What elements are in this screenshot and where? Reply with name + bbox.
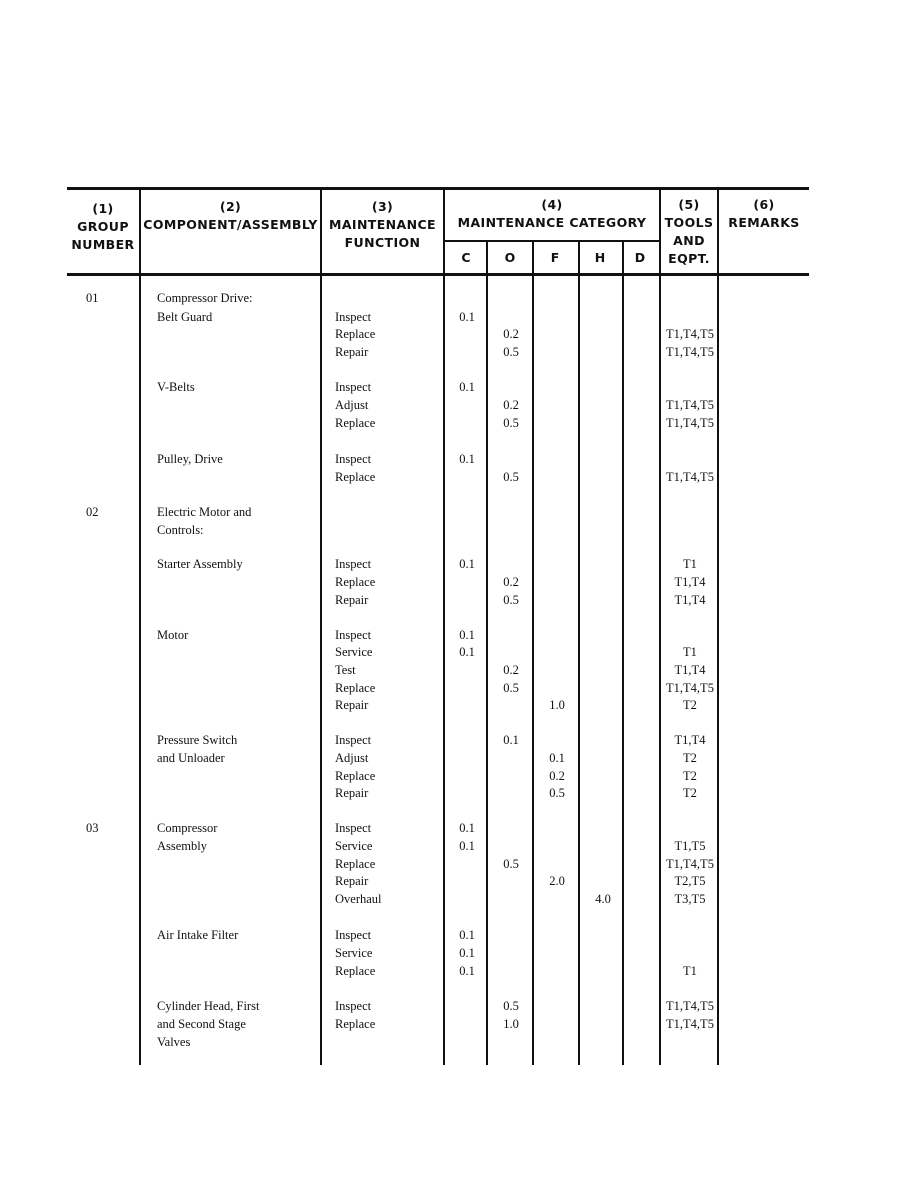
- maintenance-function: Replace: [335, 769, 376, 783]
- component-name: Belt Guard: [157, 310, 213, 324]
- column-divider: [622, 241, 624, 1065]
- category-o-value: 0.5: [503, 416, 519, 430]
- maintenance-function: Replace: [335, 575, 376, 589]
- header-tools-equipment-line: EQPT.: [668, 251, 710, 266]
- header-component-assembly-line: COMPONENT/ASSEMBLY: [143, 217, 318, 232]
- maintenance-function: Adjust: [335, 751, 369, 765]
- tools-equipment: T2: [683, 786, 697, 800]
- tools-equipment: T1: [683, 645, 697, 659]
- group-number: 01: [86, 291, 99, 305]
- header-group-number-line: (1): [92, 201, 114, 216]
- maintenance-function: Overhaul: [335, 892, 382, 906]
- column-divider: [443, 189, 445, 1065]
- header-remarks: [719, 196, 809, 232]
- component-name: and Unloader: [157, 751, 225, 765]
- maintenance-function: Inspect: [335, 380, 372, 394]
- header-tools-equipment-line: (5): [678, 197, 700, 212]
- tools-equipment: T2: [683, 769, 697, 783]
- maintenance-function: Replace: [335, 681, 376, 695]
- category-c-value: 0.1: [459, 628, 475, 642]
- category-o-value: 0.5: [503, 681, 519, 695]
- group-number: 03: [86, 821, 99, 835]
- category-c-value: 0.1: [459, 946, 475, 960]
- header-component-assembly-line: (2): [219, 199, 242, 214]
- tools-equipment: T2: [683, 698, 697, 712]
- tools-equipment: T3,T5: [674, 892, 706, 906]
- tools-equipment: T1,T4: [674, 663, 706, 677]
- maintenance-function: Repair: [335, 874, 369, 888]
- maintenance-function: Service: [335, 946, 373, 960]
- maintenance-function: Repair: [335, 593, 369, 607]
- tools-equipment: T1,T4,T5: [666, 999, 714, 1013]
- header-maintenance-function-line: FUNCTION: [344, 235, 421, 250]
- header-tools-equipment-line: AND: [673, 233, 705, 248]
- category-c-value: 0.1: [459, 310, 475, 324]
- maintenance-function: Inspect: [335, 557, 372, 571]
- component-name: Electric Motor and: [157, 505, 252, 519]
- category-c-value: 0.1: [459, 964, 475, 978]
- category-header-o: O: [504, 250, 516, 265]
- tools-equipment: T1,T4,T5: [666, 857, 714, 871]
- category-f-value: 0.2: [549, 769, 565, 783]
- tools-equipment: T1: [683, 964, 697, 978]
- component-name: Valves: [157, 1035, 191, 1049]
- column-divider: [659, 189, 661, 1065]
- tools-equipment: T1,T4,T5: [666, 470, 714, 484]
- component-name: Pressure Switch: [157, 733, 238, 747]
- header-group-number-line: GROUP: [77, 219, 129, 234]
- category-header-f: F: [550, 250, 560, 265]
- tools-equipment: T1,T4: [674, 593, 706, 607]
- maintenance-function: Inspect: [335, 628, 372, 642]
- component-name: and Second Stage: [157, 1017, 246, 1031]
- maintenance-function: Replace: [335, 857, 376, 871]
- tools-equipment: T2,T5: [674, 874, 706, 888]
- category-c-value: 0.1: [459, 380, 475, 394]
- maintenance-function: Replace: [335, 327, 376, 341]
- tools-equipment: T1,T4: [674, 733, 706, 747]
- maintenance-function: Inspect: [335, 928, 372, 942]
- category-header-c: C: [461, 250, 471, 265]
- maintenance-function: Inspect: [335, 310, 372, 324]
- header-maintenance-category: [445, 196, 659, 232]
- maintenance-function: Test: [335, 663, 356, 677]
- category-f-value: 0.5: [549, 786, 565, 800]
- column-divider: [578, 241, 580, 1065]
- category-c-value: 0.1: [459, 452, 475, 466]
- component-name: Compressor: [157, 821, 218, 835]
- tools-equipment: T1,T4,T5: [666, 681, 714, 695]
- maintenance-function: Inspect: [335, 452, 372, 466]
- category-c-value: 0.1: [459, 928, 475, 942]
- category-o-value: 0.2: [503, 327, 519, 341]
- maintenance-function: Adjust: [335, 398, 369, 412]
- category-c-value: 0.1: [459, 821, 475, 835]
- group-number: 02: [86, 505, 99, 519]
- header-maintenance-function: [322, 198, 443, 252]
- tools-equipment: T1,T4,T5: [666, 1017, 714, 1031]
- maintenance-function: Replace: [335, 964, 376, 978]
- component-name: Cylinder Head, First: [157, 999, 260, 1013]
- category-f-value: 2.0: [549, 874, 565, 888]
- component-name: Motor: [157, 628, 189, 642]
- tools-equipment: T1,T4,T5: [666, 398, 714, 412]
- header-tools-equipment: [661, 196, 717, 268]
- category-o-value: 0.5: [503, 999, 519, 1013]
- maintenance-function: Repair: [335, 345, 369, 359]
- header-maintenance-function-line: MAINTENANCE: [328, 217, 436, 232]
- maintenance-function: Repair: [335, 786, 369, 800]
- category-c-value: 0.1: [459, 557, 475, 571]
- column-divider: [320, 189, 322, 1065]
- maintenance-function: Inspect: [335, 733, 372, 747]
- tools-equipment: T1: [683, 557, 697, 571]
- category-c-value: 0.1: [459, 839, 475, 853]
- header-tools-equipment-line: TOOLS: [664, 215, 714, 230]
- component-name: Compressor Drive:: [157, 291, 253, 305]
- category-o-value: 0.2: [503, 575, 519, 589]
- tools-equipment: T1,T4,T5: [666, 345, 714, 359]
- category-o-value: 0.5: [503, 593, 519, 607]
- component-name: Starter Assembly: [157, 557, 243, 571]
- maintenance-function: Inspect: [335, 999, 372, 1013]
- column-divider: [532, 241, 534, 1065]
- category-o-value: 1.0: [503, 1017, 519, 1031]
- category-o-value: 0.5: [503, 345, 519, 359]
- component-name: Controls:: [157, 523, 204, 537]
- category-f-value: 1.0: [549, 698, 565, 712]
- column-divider: [139, 189, 141, 1065]
- header-component-assembly: [141, 198, 320, 234]
- maintenance-function: Service: [335, 645, 373, 659]
- category-header-d: D: [634, 250, 646, 265]
- top-border: [67, 187, 809, 190]
- tools-equipment: T1,T5: [674, 839, 706, 853]
- component-name: Air Intake Filter: [157, 928, 239, 942]
- header-group-number: [67, 200, 139, 254]
- component-name: V-Belts: [157, 380, 195, 394]
- category-o-value: 0.2: [503, 663, 519, 677]
- header-remarks-line: REMARKS: [728, 215, 800, 230]
- tools-equipment: T1,T4: [674, 575, 706, 589]
- header-group-number-line: NUMBER: [71, 237, 135, 252]
- category-c-value: 0.1: [459, 645, 475, 659]
- maintenance-function: Inspect: [335, 821, 372, 835]
- tools-equipment: T1,T4,T5: [666, 416, 714, 430]
- tools-equipment: T1,T4,T5: [666, 327, 714, 341]
- header-maintenance-category-line: (4): [541, 197, 563, 212]
- category-o-value: 0.5: [503, 857, 519, 871]
- header-maintenance-category-line: MAINTENANCE CATEGORY: [457, 215, 647, 230]
- header-remarks-line: (6): [753, 197, 775, 212]
- header-bottom-border: [67, 273, 809, 276]
- maintenance-function: Service: [335, 839, 373, 853]
- category-h-value: 4.0: [595, 892, 611, 906]
- category-header-h: H: [594, 250, 606, 265]
- component-name: Assembly: [157, 839, 207, 853]
- column-divider: [717, 189, 719, 1065]
- maintenance-function: Replace: [335, 416, 376, 430]
- maintenance-function: Replace: [335, 1017, 376, 1031]
- category-f-value: 0.1: [549, 751, 565, 765]
- tools-equipment: T2: [683, 751, 697, 765]
- component-name: Pulley, Drive: [157, 452, 223, 466]
- category-o-value: 0.2: [503, 398, 519, 412]
- category-divider-line: [443, 240, 660, 242]
- header-maintenance-function-line: (3): [371, 199, 394, 214]
- category-o-value: 0.5: [503, 470, 519, 484]
- category-o-value: 0.1: [503, 733, 519, 747]
- maintenance-function: Replace: [335, 470, 376, 484]
- maintenance-function: Repair: [335, 698, 369, 712]
